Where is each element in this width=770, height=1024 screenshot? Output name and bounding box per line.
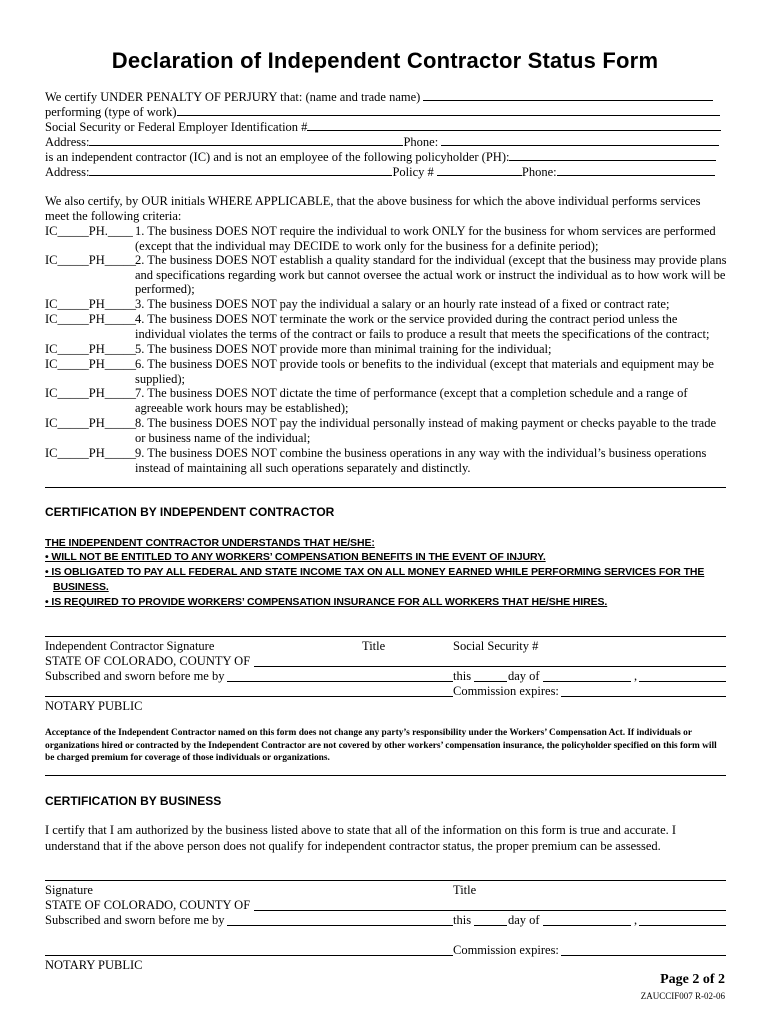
criterion-text: 5. The business DOES NOT provide more than minimal training for the individual; bbox=[135, 342, 552, 356]
business-sworn-field[interactable] bbox=[227, 925, 453, 926]
page-number: Page 2 of 2 bbox=[660, 972, 725, 987]
business-signature-label: Signature bbox=[45, 883, 93, 897]
form-title: Declaration of Independent Contractor Status Form bbox=[111, 48, 659, 73]
business-section-heading: CERTIFICATION BY BUSINESS bbox=[45, 794, 222, 808]
ic-signature-label: Independent Contractor Signature bbox=[45, 639, 215, 653]
certify-label: We certify UNDER PENALTY OF PERJURY that: (name and trade name) bbox=[45, 90, 421, 104]
criterion-text: 9. The business DOES NOT combine the business operations in any way with the individual’s business operations instead of maintaining all such operations separately and distinctly. bbox=[135, 446, 707, 475]
address-field-2[interactable] bbox=[89, 164, 392, 176]
ssn-field[interactable] bbox=[307, 119, 721, 131]
initials-blank[interactable]: IC_____PH_____ bbox=[45, 312, 136, 326]
address-label-2: Address: bbox=[45, 165, 90, 179]
initials-blank[interactable]: IC_____PH_____ bbox=[45, 357, 136, 371]
warning-bullet-3: • IS REQUIRED TO PROVIDE WORKERS’ COMPENSATION INSURANCE FOR ALL WORKERS THAT HE/SHE HIRES. bbox=[45, 596, 608, 608]
address-line-2 bbox=[45, 164, 727, 180]
certify-line bbox=[45, 89, 727, 105]
business-year-field[interactable] bbox=[639, 925, 726, 926]
ic-state-label: STATE OF COLORADO, COUNTY OF bbox=[45, 654, 251, 668]
initials-blank[interactable]: IC_____PH_____ bbox=[45, 297, 136, 311]
performing-line bbox=[45, 104, 727, 120]
also-certify-line-1: We also certify, by OUR initials WHERE APPLICABLE, that the above business for which the above individual performs services bbox=[45, 194, 701, 208]
criterion-6 bbox=[45, 357, 727, 386]
acceptance-note: Acceptance of the Independent Contractor named on this form does not change any party’s responsibility under the Workers’ Compensation Act. If individuals or organizations hired or contracted by the Independent Contractor are not covered by other workers’ compensation insurance, the policyholder specified on this form will be charged premium for coverage of those individuals or organizations. bbox=[45, 728, 717, 763]
criterion-text: 2. The business DOES NOT establish a quality standard for the individual (except that the business may provide plans and specifications regarding work but cannot oversee the actual work or instruct the individual as to how work will be performed); bbox=[135, 253, 727, 296]
initials-blank[interactable]: IC_____PH_____ bbox=[45, 416, 136, 430]
criterion-7 bbox=[45, 386, 727, 415]
business-signature-line[interactable] bbox=[45, 880, 726, 881]
work-type-field[interactable] bbox=[177, 104, 720, 116]
policy-field[interactable] bbox=[437, 164, 522, 176]
business-day-of-label: day of bbox=[508, 913, 540, 927]
business-sworn-label: Subscribed and sworn before me by bbox=[45, 913, 225, 927]
ic-notary-label: NOTARY PUBLIC bbox=[45, 699, 143, 713]
business-commission-field[interactable] bbox=[561, 955, 726, 956]
policyholder-field[interactable] bbox=[509, 149, 716, 161]
section-divider bbox=[45, 775, 726, 776]
criterion-text: 1. The business DOES NOT require the individual to work ONLY for the business for whom services are performed (except that the individual may DECIDE to work only for the business for a definite period); bbox=[135, 224, 716, 253]
initials-blank[interactable]: IC_____PH.____ bbox=[45, 224, 133, 238]
criterion-4 bbox=[45, 312, 727, 341]
ssn-line bbox=[45, 119, 727, 135]
criterion-2 bbox=[45, 253, 727, 297]
ic-this-label: this bbox=[453, 669, 472, 683]
criterion-9 bbox=[45, 446, 727, 475]
ic-county-field[interactable] bbox=[254, 666, 726, 667]
business-notary-label: NOTARY PUBLIC bbox=[45, 958, 143, 972]
business-statement: I certify that I am authorized by the business listed above to state that all of the information on this form is true and accurate. I understand that if the above person does not qualify for independent contractor status, the proper premium can be assessed. bbox=[45, 823, 677, 853]
initials-blank[interactable]: IC_____PH_____ bbox=[45, 446, 136, 460]
business-notary-signature-line[interactable] bbox=[45, 955, 453, 956]
ic-commission-field[interactable] bbox=[561, 696, 726, 697]
business-county-field[interactable] bbox=[254, 910, 726, 911]
warning-bullet-2: • IS OBLIGATED TO PAY ALL FEDERAL AND STATE INCOME TAX ON ALL MONEY EARNED WHILE PERFORMING SERVICES FOR THE bbox=[45, 566, 705, 578]
performing-label: performing (type of work) bbox=[45, 105, 177, 119]
phone-field-1[interactable] bbox=[441, 134, 719, 146]
ic-sworn-field[interactable] bbox=[227, 681, 453, 682]
ic-commission-label: Commission expires: bbox=[453, 684, 559, 698]
phone-label-1: Phone: bbox=[403, 135, 439, 149]
criterion-text: 8. The business DOES NOT pay the individual personally instead of making payment or checks payable to the trade or business name of the individual; bbox=[135, 416, 716, 445]
ssn-label: Social Security or Federal Employer Identification # bbox=[45, 120, 308, 134]
business-day-field[interactable] bbox=[474, 925, 507, 926]
ic-year-field[interactable] bbox=[639, 681, 726, 682]
business-commission-label: Commission expires: bbox=[453, 943, 559, 957]
form-code: ZAUCCIF007 R-02-06 bbox=[640, 991, 725, 1001]
initials-blank[interactable]: IC_____PH_____ bbox=[45, 253, 136, 267]
ic-title-label: Title bbox=[362, 639, 386, 653]
warning-bullet-1: • WILL NOT BE ENTITLED TO ANY WORKERS’ COMPENSATION BENEFITS IN THE EVENT OF INJURY. bbox=[45, 551, 546, 563]
phone-field-2[interactable] bbox=[557, 164, 715, 176]
ic-month-field[interactable] bbox=[543, 681, 631, 682]
criterion-text: 6. The business DOES NOT provide tools or benefits to the individual (except that materials and equipment may be supplied); bbox=[135, 357, 714, 386]
ic-day-of-label: day of bbox=[508, 669, 540, 683]
ic-section-heading: CERTIFICATION BY INDEPENDENT CONTRACTOR bbox=[45, 505, 335, 519]
ic-sworn-label: Subscribed and sworn before me by bbox=[45, 669, 225, 683]
understands-line: THE INDEPENDENT CONTRACTOR UNDERSTANDS THAT HE/SHE: bbox=[45, 537, 375, 549]
ic-day-field[interactable] bbox=[474, 681, 507, 682]
is-ic-label: is an independent contractor (IC) and is not an employee of the following policyholder (PH): bbox=[45, 150, 510, 164]
address-label-1: Address: bbox=[45, 135, 90, 149]
criterion-5 bbox=[45, 342, 727, 357]
ic-notary-signature-line[interactable] bbox=[45, 696, 453, 697]
business-state-label: STATE OF COLORADO, COUNTY OF bbox=[45, 898, 251, 912]
criterion-3 bbox=[45, 297, 727, 312]
business-comma: , bbox=[634, 913, 638, 927]
initials-blank[interactable]: IC_____PH_____ bbox=[45, 342, 136, 356]
criterion-1 bbox=[45, 224, 727, 253]
criterion-8 bbox=[45, 416, 727, 445]
address-line-1 bbox=[45, 134, 727, 150]
phone-label-2: Phone: bbox=[521, 165, 557, 179]
address-field-1[interactable] bbox=[89, 134, 403, 146]
warning-bullet-2-cont: BUSINESS. bbox=[53, 581, 109, 593]
ic-social-label: Social Security # bbox=[453, 639, 539, 653]
criterion-text: 3. The business DOES NOT pay the individual a salary or an hourly rate instead of a fixed or contract rate; bbox=[135, 297, 670, 311]
criterion-text: 7. The business DOES NOT dictate the time of performance (except that a completion schedule and a range of agreeable work hours may be established); bbox=[135, 386, 688, 415]
business-title-label: Title bbox=[453, 883, 477, 897]
business-month-field[interactable] bbox=[543, 925, 631, 926]
ic-comma: , bbox=[634, 669, 638, 683]
also-certify-line-2: meet the following criteria: bbox=[45, 209, 182, 223]
ic-signature-line[interactable] bbox=[45, 636, 726, 637]
initials-blank[interactable]: IC_____PH_____ bbox=[45, 386, 136, 400]
is-ic-line bbox=[45, 149, 727, 165]
criterion-text: 4. The business DOES NOT terminate the work or the service provided during the contract period unless the individual violates the terms of the contract or fails to produce a result that meets the specifications of the contract; bbox=[135, 312, 710, 341]
policy-label: Policy # bbox=[392, 165, 434, 179]
business-this-label: this bbox=[453, 913, 472, 927]
name-field[interactable] bbox=[423, 89, 713, 101]
section-divider bbox=[45, 487, 726, 488]
